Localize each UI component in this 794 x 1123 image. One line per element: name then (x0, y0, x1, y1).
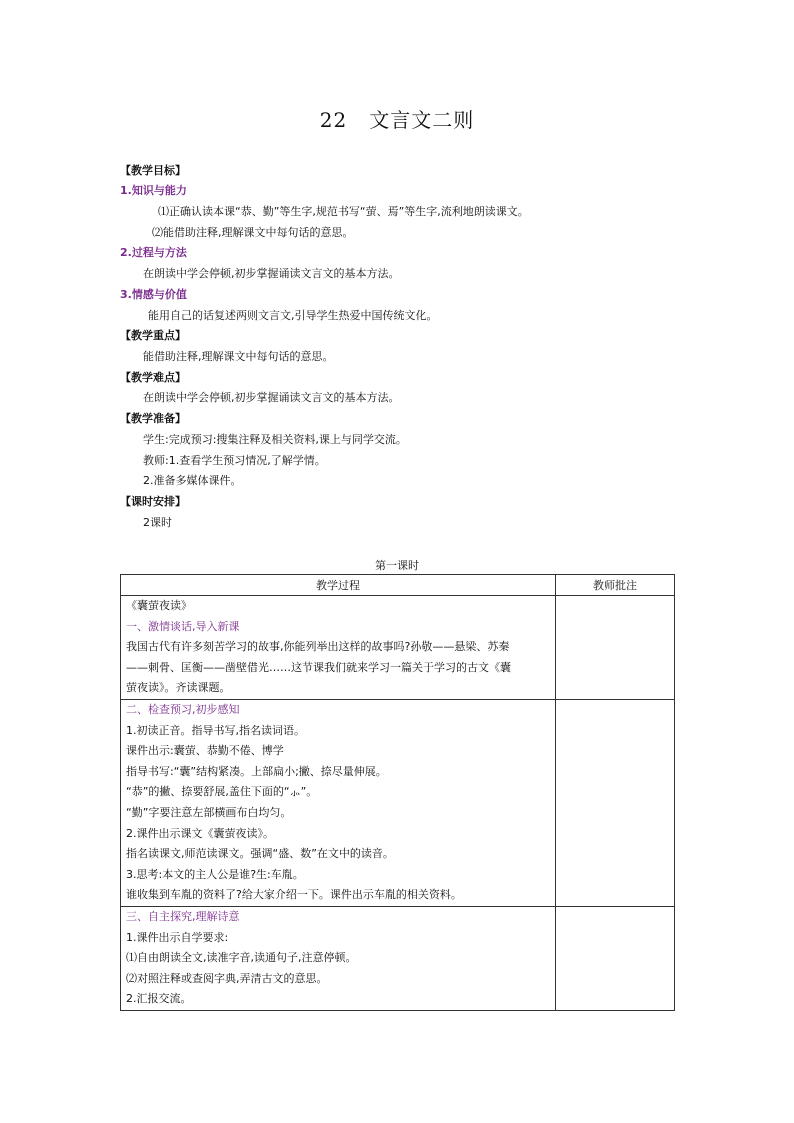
cell-line: ⑴自由朗读全文,读准字音,读通句子,注意停顿。 (126, 951, 357, 965)
schedule-heading: 【课时安排】 (120, 495, 186, 508)
table-row (121, 596, 675, 700)
section-heading: 二、检查预习,初步感知 (126, 702, 240, 716)
preparation-heading: 【教学准备】 (120, 412, 186, 425)
column-header-process: 教学过程 (121, 575, 556, 596)
cell-line: 1.初读正音。指导书写,指名读词语。 (126, 723, 305, 737)
objective-1-line-2: ⑵能借助注释,理解课文中每句话的意思。 (152, 226, 354, 239)
cell-line: 指名读课文,师范读课文。强调“盛、数”在文中的读音。 (126, 847, 394, 861)
key-points-heading: 【教学重点】 (120, 329, 186, 342)
objective-3-title: 3.情感与价值 (120, 288, 187, 301)
table-row (121, 906, 675, 1010)
cell-line: 《囊萤夜读》 (126, 599, 192, 612)
notes-cell-3[interactable] (556, 906, 675, 1010)
difficulties-heading: 【教学难点】 (120, 371, 186, 384)
process-cell-1 (121, 596, 556, 700)
objective-1-title: 1.知识与能力 (120, 184, 187, 197)
preparation-teacher-1: 教师:1.查看学生预习情况,了解学情。 (143, 454, 326, 467)
schedule-text: 2课时 (143, 516, 172, 529)
key-points-text: 能借助注释,理解课文中每句话的意思。 (143, 350, 334, 363)
notes-cell-2[interactable] (556, 699, 675, 906)
cell-line: 1.课件出示自学要求: (126, 930, 229, 944)
column-header-notes: 教师批注 (556, 575, 675, 596)
lesson-title: 文言文二则 (369, 108, 475, 132)
process-cell-3 (121, 906, 556, 1010)
table-row (121, 699, 675, 906)
preparation-student: 学生:完成预习:搜集注释及相关资料,课上与同学交流。 (143, 433, 407, 446)
cell-line: “勤”字要注意左部横画布白均匀。 (126, 805, 292, 819)
cell-line: 3.思考:本文的主人公是谁?生:车胤。 (126, 867, 304, 881)
page-title (0, 104, 794, 133)
section-heading: 一、激情谈话,导入新课 (126, 619, 240, 633)
process-cell-2 (121, 699, 556, 906)
cell-line: 课件出示:囊萤、恭勤不倦、博学 (126, 744, 284, 758)
objective-2-title: 2.过程与方法 (120, 246, 187, 259)
cell-line: ——刺骨、匡衡——凿壁借光……这节课我们就来学习一篇关于学习的古文《囊 (126, 660, 511, 674)
objective-3-line-1: 能用自己的话复述两则文言文,引导学生热爱中国传统文化。 (148, 309, 438, 322)
cell-line: 我国古代有许多刻苦学习的故事,你能列举出这样的故事吗?孙敬——悬梁、苏秦 (126, 640, 510, 654)
preparation-teacher-2: 2.准备多媒体课件。 (143, 474, 242, 487)
section-heading: 三、自主探究,理解诗意 (126, 909, 240, 923)
cell-line: 2.课件出示课文《囊萤夜读》。 (126, 826, 274, 840)
objective-1-line-1: ⑴正确认读本课“恭、勤”等生字,规范书写“萤、焉”等生字,流利地朗读课文。 (158, 205, 529, 218)
table-header-row (121, 575, 675, 596)
notes-cell-1[interactable] (556, 596, 675, 700)
cell-line: “恭”的撇、捺要舒展,盖住下面的“⺗”。 (126, 785, 318, 799)
cell-line: 萤夜读》。齐读课题。 (126, 681, 231, 695)
cell-line: 谁收集到车胤的资料了?给大家介绍一下。课件出示车胤的相关资料。 (126, 888, 462, 902)
cell-line: 指导书写:“囊”结构紧凑。上部扁小;撇、捺尽量伸展。 (126, 764, 387, 778)
objectives-heading: 【教学目标】 (120, 164, 186, 177)
difficulties-text: 在朗读中学会停顿,初步掌握诵读文言文的基本方法。 (143, 391, 400, 404)
lesson-table (120, 574, 675, 1011)
cell-line: ⑵对照注释或查阅字典,弄清古文的意思。 (126, 971, 328, 985)
cell-line: 2.汇报交流。 (126, 992, 192, 1006)
lesson-number: 22 (319, 108, 348, 132)
objective-2-line-1: 在朗读中学会停顿,初步掌握诵读文言文的基本方法。 (143, 267, 400, 280)
table-caption: 第一课时 (375, 559, 419, 572)
